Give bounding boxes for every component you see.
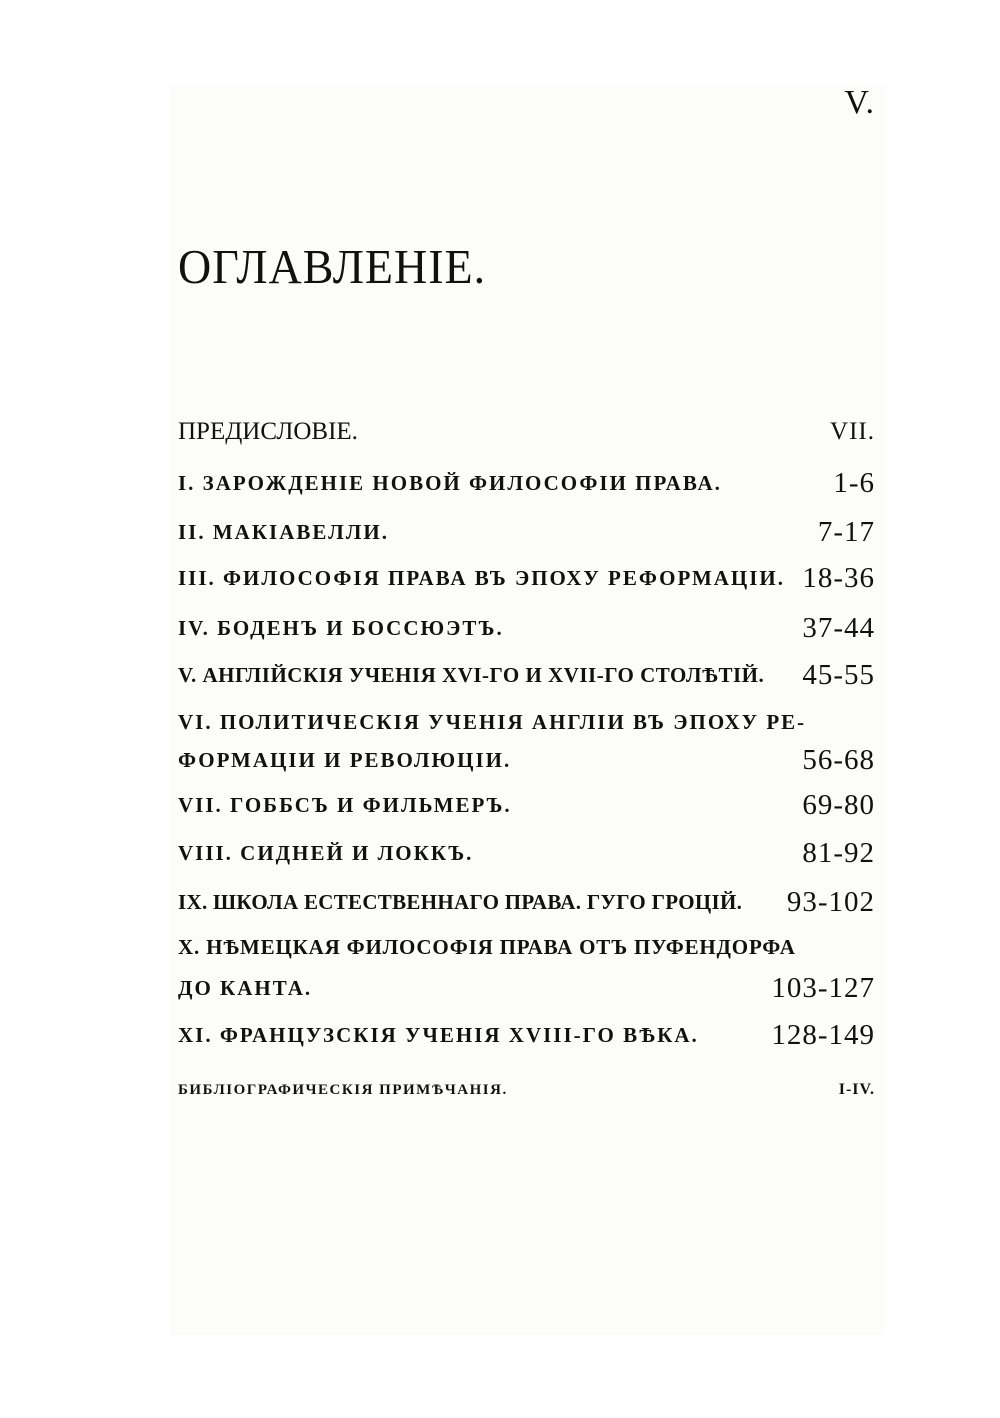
toc-entry-label-continued: ДО КАНТА. [178, 975, 313, 1000]
toc-entry [178, 740, 875, 780]
toc-entry-label: II. МАКІАВЕЛЛИ. [178, 519, 390, 544]
toc-entry-label: IV. БОДЕНЪ И БОССЮЭТЪ. [178, 615, 504, 640]
toc-entry-line1 [178, 702, 875, 742]
toc-entry-pages: 18-36 [802, 561, 875, 594]
toc-entry-label: I. ЗАРОЖДЕНІЕ НОВОЙ ФИЛОСОФІИ ПРАВА. [178, 470, 722, 495]
toc-entry [178, 463, 875, 503]
toc-entry [178, 833, 875, 873]
toc-entry-label: VIII. СИДНЕЙ И ЛОККЪ. [178, 840, 474, 865]
toc-entry-line1 [178, 927, 875, 967]
toc-entry [178, 558, 875, 598]
toc-entry-pages: 103-127 [771, 971, 875, 1004]
toc-entry [178, 1015, 875, 1055]
toc-entry-label: IX. ШКОЛА ЕСТЕСТВЕННАГО ПРАВА. ГУГО ГРОЦІЙ. [178, 889, 743, 914]
toc-entry-label: XI. ФРАНЦУЗСКІЯ УЧЕНІЯ XVIII-ГО ВѢКА. [178, 1022, 699, 1047]
toc-entry-pages: 45-55 [802, 658, 875, 691]
toc-entry-label-continued: ФОРМАЦІИ И РЕВОЛЮЦІИ. [178, 747, 512, 772]
page-title: ОГЛАВЛЕНІЕ. [178, 239, 487, 294]
toc-entry-label: ПРЕДИСЛОВІЕ. [178, 418, 358, 445]
toc-entry-pages: 56-68 [802, 743, 875, 776]
toc-entry [178, 655, 875, 695]
toc-entry-pages: 81-92 [802, 836, 875, 869]
toc-entry-pages: 7-17 [817, 515, 875, 548]
toc-entry-bibliography [178, 1070, 875, 1110]
toc-entry-pages: 69-80 [802, 788, 875, 821]
toc-entry-pages: 1-6 [833, 466, 875, 499]
toc-entry-pages: 93-102 [786, 885, 875, 918]
toc-entry-label: X. НѢМЕЦКАЯ ФИЛОСОФІЯ ПРАВА ОТЪ ПУФЕНДОРФА [178, 934, 796, 959]
toc-entry-label: III. ФИЛОСОФІЯ ПРАВА ВЪ ЭПОХУ РЕФОРМАЦІИ. [178, 565, 786, 590]
toc-entry-label: VII. ГОББСЪ И ФИЛЬМЕРЪ. [178, 792, 512, 817]
toc-entry-label: VI. ПОЛИТИЧЕСКІЯ УЧЕНІЯ АНГЛІИ ВЪ ЭПОХУ РЕ- [178, 709, 807, 734]
toc-entry-pages: 37-44 [802, 611, 875, 644]
toc-entry-pages: 128-149 [771, 1018, 875, 1051]
toc-entry [178, 968, 875, 1008]
toc-entry [178, 785, 875, 825]
toc-entry-label: БИБЛІОГРАФИЧЕСКІЯ ПРИМѢЧАНІЯ. [178, 1081, 508, 1098]
toc-entry-preface [178, 412, 875, 452]
toc-entry [178, 882, 875, 922]
toc-entry-label: V. АНГЛІЙСКІЯ УЧЕНІЯ XVI-ГО И XVII-ГО СТОЛѢТІЙ. [178, 662, 765, 687]
toc-entry [178, 512, 875, 552]
toc-entry-pages: I-IV. [838, 1081, 875, 1098]
page-number: V. [844, 84, 875, 121]
toc-entry [178, 608, 875, 648]
toc-entry-pages: VII. [830, 418, 875, 445]
